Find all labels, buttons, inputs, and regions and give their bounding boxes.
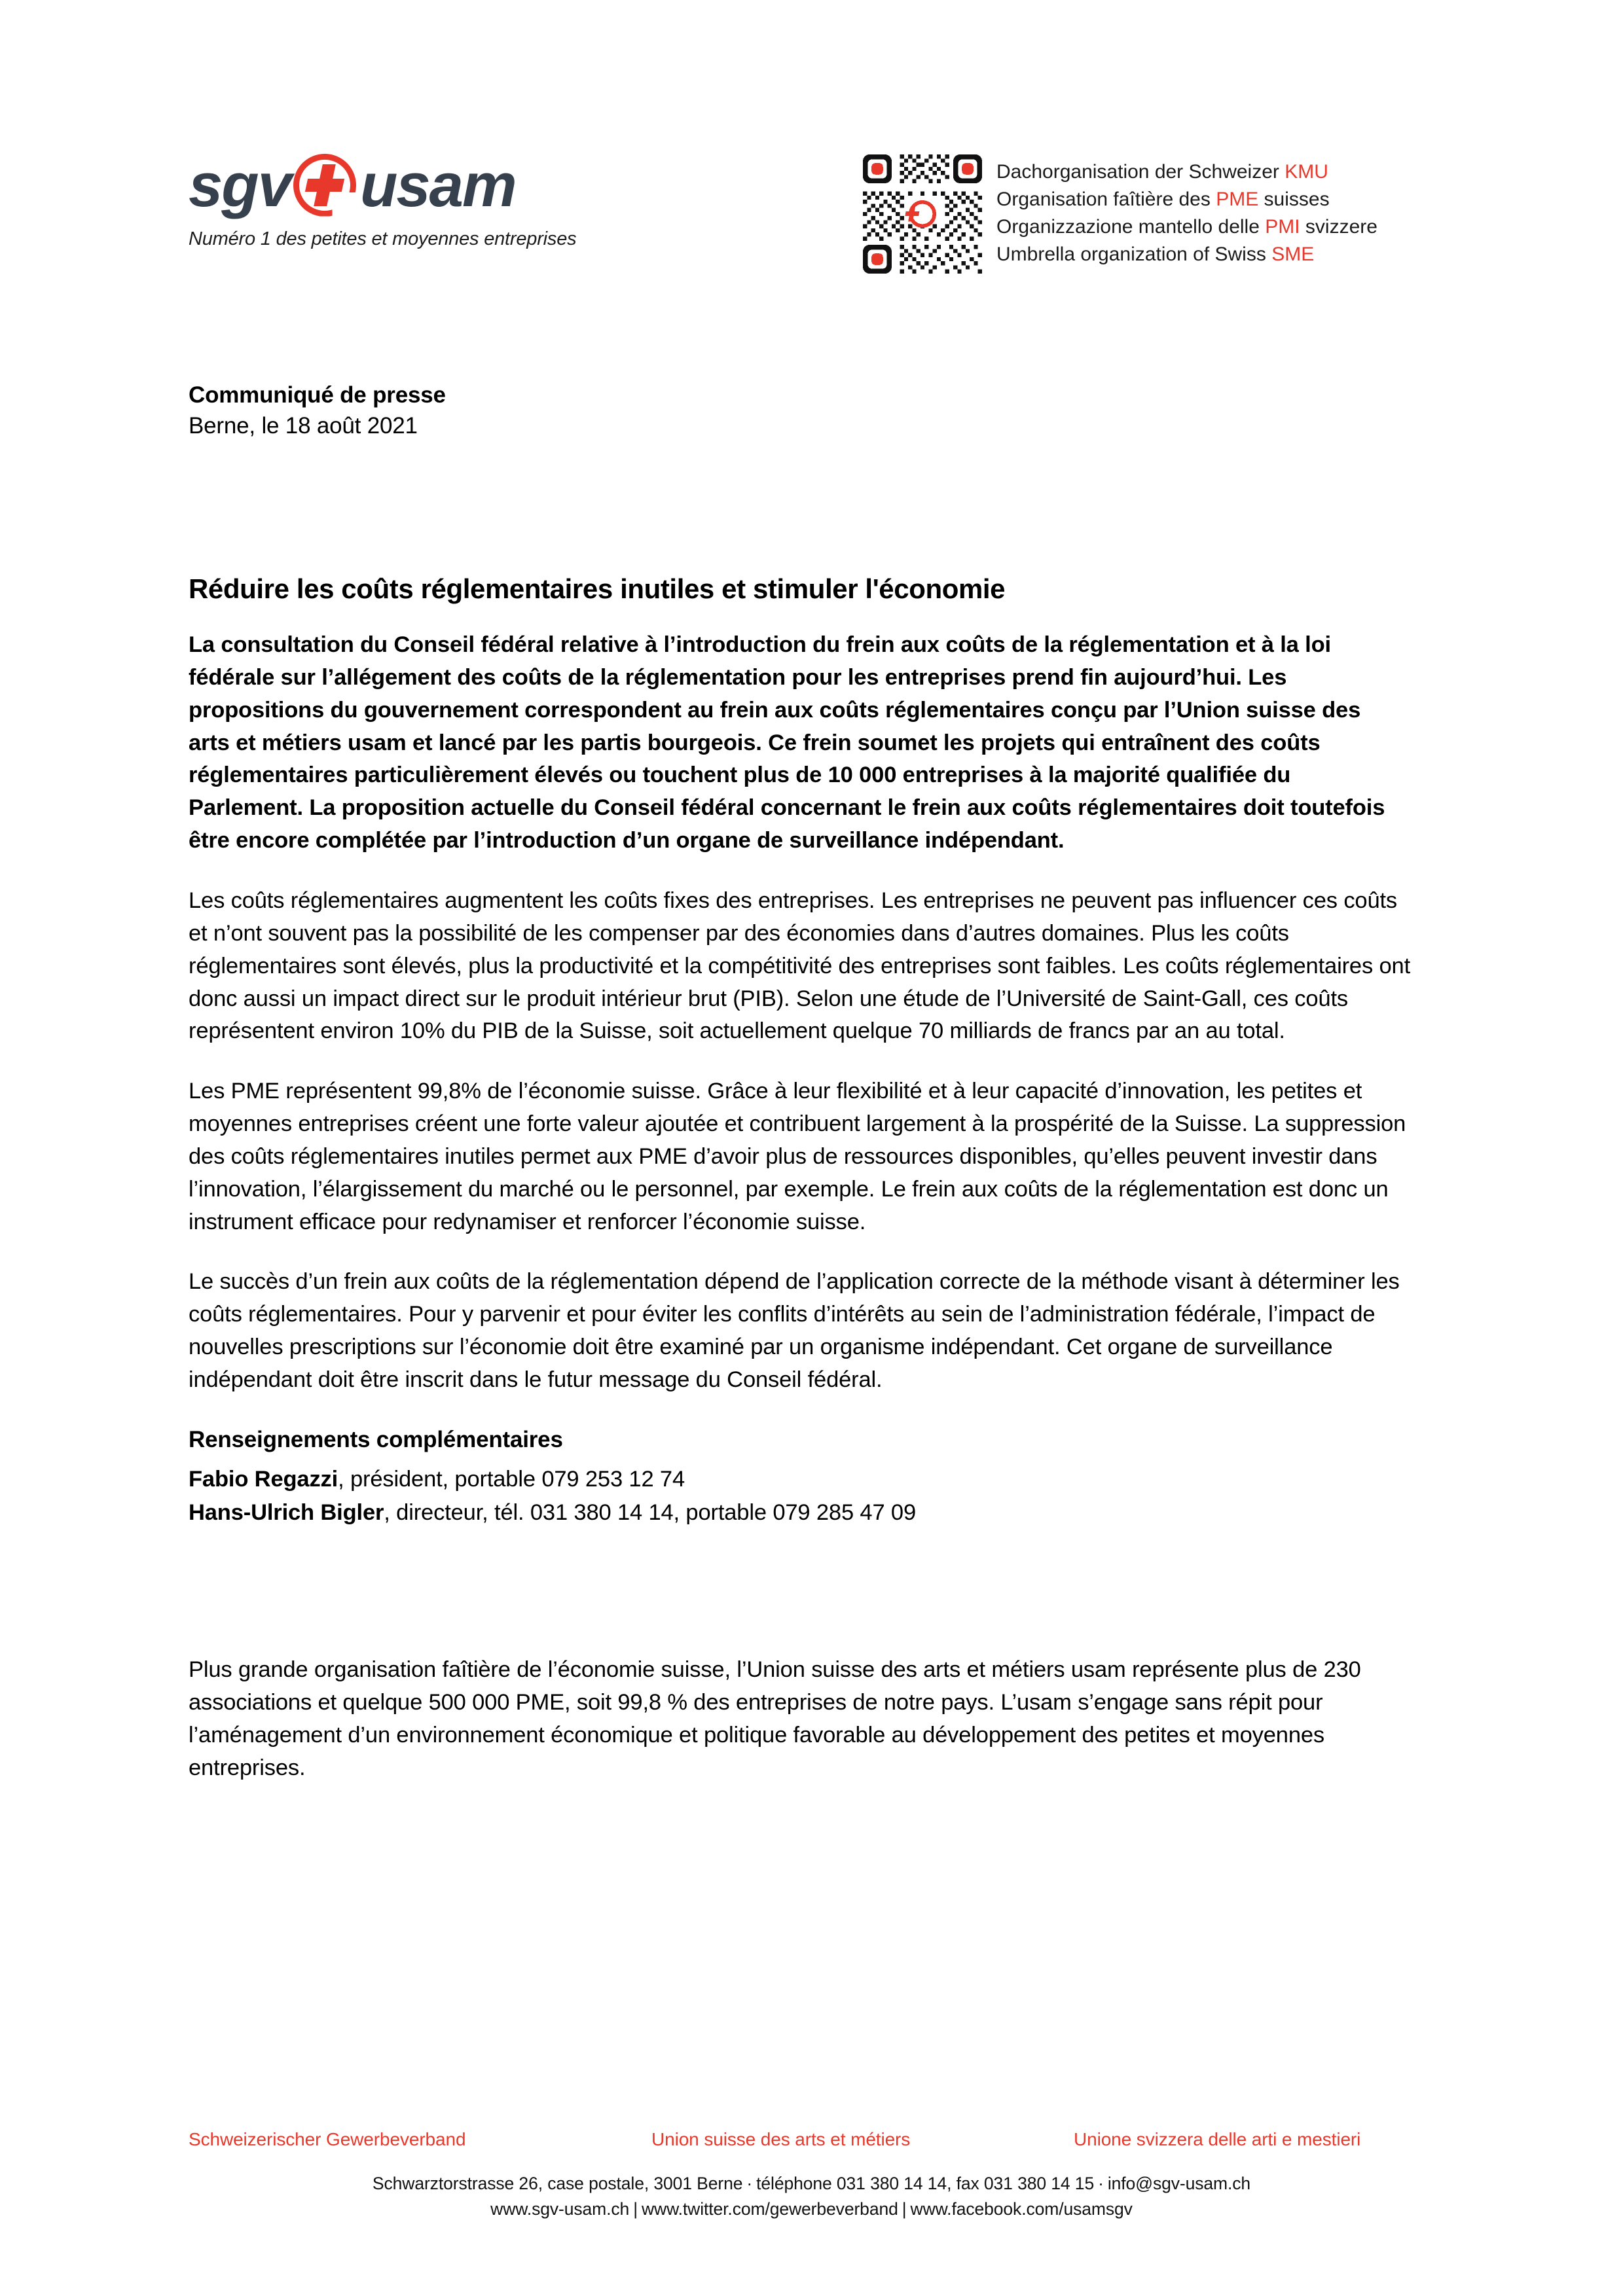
footer-links-line (0, 2197, 1623, 2223)
body-paragraph-2: Les PME représentent 99,8% de l’économie suisse. Grâce à leur flexibilité et à leur capacité d’innovation, les petites et moyennes entreprises créent une forte valeur ajoutée et contribuent largement à la prospérité de la Suisse. La suppression des coûts réglementaires inutiles permet aux PME d’avoir plus de ressources disponibles, qu’elles peuvent investir dans l’innovation, l’élargissement du marché ou le personnel, par exemple. Le frein aux coûts de la réglementation est donc un instrument efficace pour redynamiser et renforcer l’économie suisse. (189, 1079, 1406, 1234)
footer-link-website[interactable]: www.sgv-usam.ch (490, 2199, 630, 2219)
contact-person-1-details: , président, portable 079 253 12 74 (338, 1466, 685, 1492)
org-line-fr: Organisation faîtière des PME suisses (996, 188, 1330, 210)
contact-person-1-name: Fabio Regazzi (189, 1466, 338, 1492)
footer-pipe-1: | (633, 2199, 638, 2219)
page-footer (0, 2129, 1623, 2223)
footer-name-fr: Union suisse des arts et métiers (651, 2128, 911, 2149)
footer-address-line (0, 2171, 1623, 2197)
contact-person-2-name: Hans-Ulrich Bigler (189, 1500, 384, 1526)
org-line-de: Dachorganisation der Schweizer KMU (996, 161, 1328, 183)
footer-link-facebook[interactable]: www.facebook.com/usamsgv (910, 2199, 1133, 2219)
lead-paragraph: La consultation du Conseil fédéral relative à l’introduction du frein aux coûts de la réglementation et à la loi fédérale sur l’allégement des coûts de la réglementation pour les entreprises prend fin aujourd’hui. Les propositions du gouvernement correspondent au frein aux coûts réglementaires conçu par l’Union suisse des arts et métiers usam et lancé par les partis bourgeois. Ce frein soumet les projets qui entraînent des coûts réglementaires particulièrement élevés ou touchent plus de 10 000 entreprises à la majorité qualifiée du Parlement. La proposition actuelle du Conseil fédéral concernant le frein aux coûts réglementaires doit toutefois être encore complétée par l’introduction d’un organe de surveillance indépendant. (189, 632, 1385, 853)
footer-email[interactable]: info@sgv-usam.ch (1107, 2173, 1251, 2193)
accent-pmi: PMI (1265, 216, 1300, 238)
contact-subheading: Renseignements complémentaires (189, 1426, 563, 1452)
logo-wordmark (189, 151, 608, 219)
org-line-en: Umbrella organization of Swiss SME (996, 243, 1315, 265)
body-paragraph-3: Le succès d’un frein aux coûts de la réglementation dépend de l’application correcte de la méthode visant à déterminer les coûts réglementaires. Pour y parvenir et pour éviter les conflits d’intérêts au sein de l’administration fédérale, l’impact de nouvelles prescriptions sur l’économie doit être examiné par un organisme indépendant. Cet organe de surveillance indépendant doit être inscrit dans le futur message du Conseil fédéral. (189, 1269, 1400, 1392)
dateline: Berne, le 18 août 2021 (189, 413, 418, 439)
body-paragraph-1: Les coûts réglementaires augmentent les coûts fixes des entreprises. Les entreprises ne peuvent pas influencer ces coûts et n’ont souvent pas la possibilité de les compenser par des économies dans d’autres domaines. Plus les coûts réglementaires sont élevés, plus la productivité et la compétitivité des entreprises sont faibles. Les coûts réglementaires ont donc aussi un impact direct sur le produit intérieur brut (PIB). Selon une étude de l’Université de Saint-Gall, ces coûts représentent environ 10% du PIB de la Suisse, soit actuellement quelque 70 milliards de francs par an au total. (189, 888, 1411, 1044)
document-kind: Communiqué de presse (189, 382, 446, 408)
swiss-cross-circle-icon (293, 154, 356, 217)
contact-person-2 (189, 1497, 1432, 1530)
logo-text-usam: usam (359, 150, 516, 219)
footer-dot-2: · (1098, 2173, 1104, 2193)
org-line-it: Organizzazione mantello delle PMI svizzere (996, 216, 1377, 238)
footer-link-twitter[interactable]: www.twitter.com/gewerbeverband (642, 2199, 898, 2219)
document-body (189, 380, 1432, 1807)
accent-kmu: KMU (1285, 161, 1328, 183)
contact-person-2-details: , directeur, tél. 031 380 14 14, portable 079 285 47 09 (384, 1500, 917, 1526)
contact-person-1 (189, 1463, 1432, 1496)
footer-name-it: Unione svizzera delle arti e mestieri (1074, 2128, 1361, 2149)
page-title: Réduire les coûts réglementaires inutiles et stimuler l'économie (189, 573, 1006, 604)
logo-text-sgv: sgv (189, 150, 291, 219)
footer-phone: téléphone 031 380 14 14, fax 031 380 14 15 (756, 2173, 1095, 2193)
footer-postal-address: Schwarztorstrasse 26, case postale, 3001 Berne (372, 2173, 743, 2193)
organization-identity (863, 154, 1377, 274)
logo-tagline: Numéro 1 des petites et moyennes entreprises (189, 228, 577, 249)
organization-language-lines (996, 154, 1377, 268)
accent-pme: PME (1216, 188, 1259, 210)
boilerplate-paragraph: Plus grande organisation faîtière de l’économie suisse, l’Union suisse des arts et métiers usam représente plus de 230 associations et quelque 500 000 PME, soit 99,8 % des entreprises de notre pays. L’usam s’engage sans répit pour l’aménagement d’un environnement économique et politique favorable au développement des petites et moyennes entreprises. (189, 1657, 1361, 1780)
accent-sme: SME (1271, 243, 1315, 265)
page-header (0, 151, 1623, 301)
usam-logo (189, 151, 608, 250)
footer-pipe-2: | (902, 2199, 907, 2219)
qr-code-icon (863, 154, 982, 274)
footer-name-de: Schweizerischer Gewerbeverband (189, 2128, 466, 2149)
footer-organization-names (0, 2129, 1623, 2158)
footer-dot-1: · (746, 2173, 753, 2193)
